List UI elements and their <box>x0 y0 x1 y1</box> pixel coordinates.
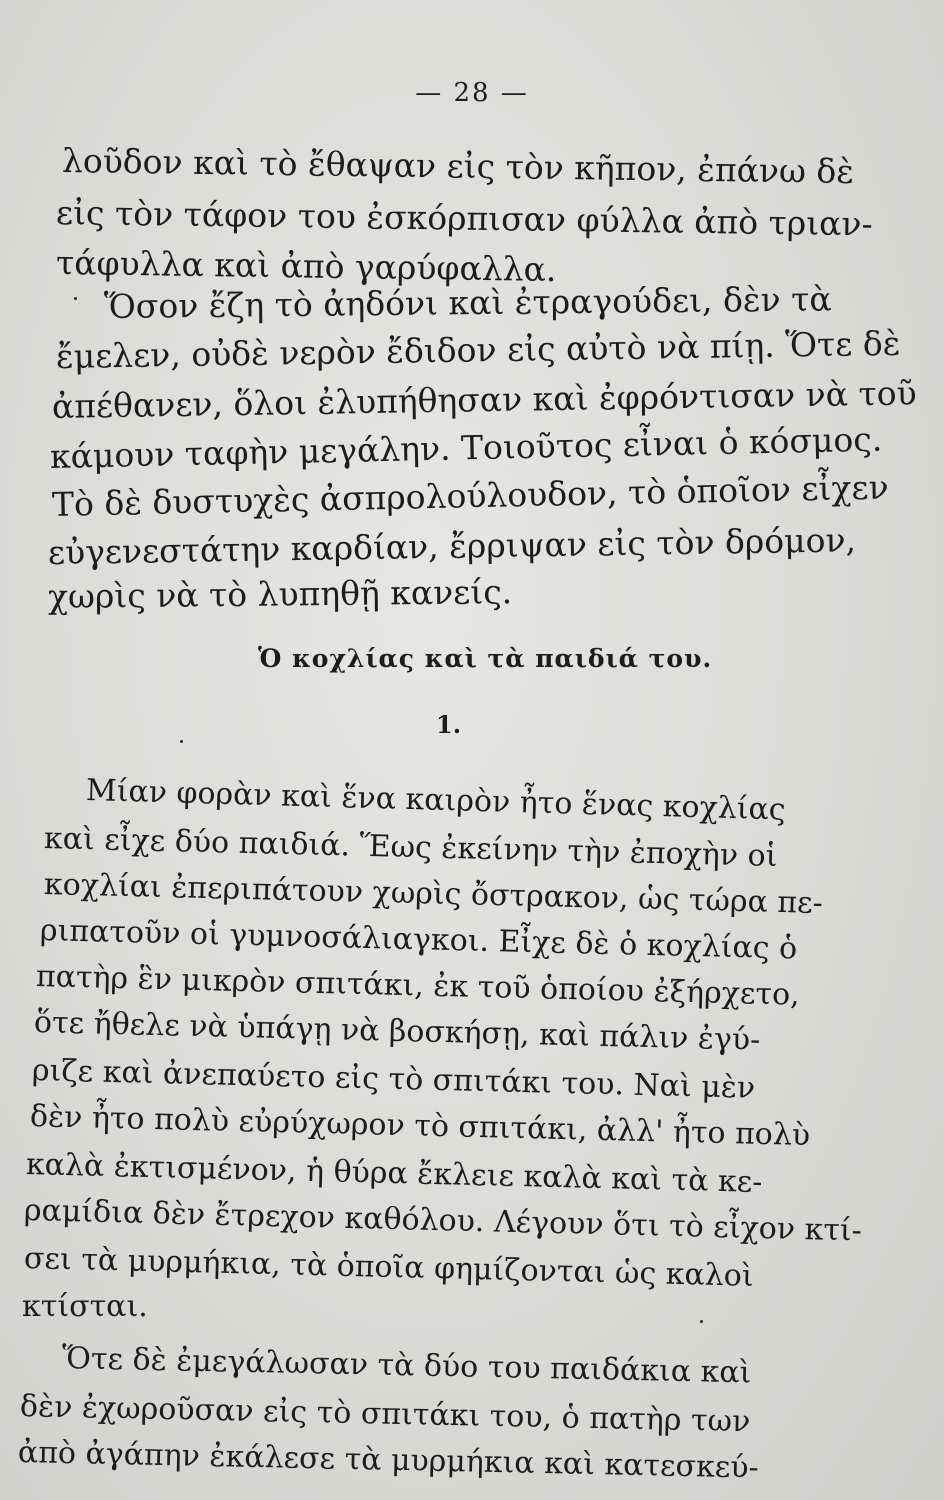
text-line: ἀπέθανεν, ὅλοι ἐλυπήθησαν καὶ ἐφρόντισαν νὰ τοῦ <box>51 373 917 426</box>
text-line: χωρὶς νὰ τὸ λυπηθῇ κανείς. <box>47 572 513 616</box>
text-line: ὅτε ἤθελε νὰ ὑπάγῃ νὰ βοσκήσῃ, καὶ πάλιν ἐγύ- <box>33 1005 761 1058</box>
section-number: 1. <box>436 710 462 739</box>
print-speck <box>700 1320 703 1323</box>
text-line: ἀπὸ ἀγάπην ἐκάλεσε τὰ μυρμήκια καὶ κατεσκεύ- <box>17 1435 760 1486</box>
text-line: ραμίδια δὲν ἔτρεχον καθόλου. Λέγουν ὅτι τὸ εἶχον κτί- <box>23 1193 863 1249</box>
text-line: εἰς τὸν τάφον του ἐσκόρπισαν φύλλα ἀπὸ τριαν- <box>55 193 873 244</box>
text-line: Μίαν φορὰν καὶ ἕνα καιρὸν ἦτο ἕνας κοχλίας <box>85 773 787 828</box>
page-number: — 28 — <box>415 78 529 108</box>
text-line: ἔμελεν, οὐδὲ νερὸν ἔδιδον εἰς αὐτὸ νὰ πίῃ. Ὅτε δὲ <box>55 323 901 376</box>
text-line: καὶ εἶχε δύο παιδιά. Ἕως ἐκείνην τὴν ἐποχὴν οἱ <box>43 821 778 874</box>
text-line: κάμουν ταφὴν μεγάλην. Τοιοῦτος εἶναι ὁ κόσμος. <box>49 419 883 476</box>
text-line: τάφυλλα καὶ ἀπὸ γαρύφαλλα. <box>55 243 557 289</box>
text-line: Ὅσον ἔζη τὸ ἀηδόνι καὶ ἐτραγούδει, δὲν τὰ <box>103 279 832 326</box>
text-line: δὲν ἐχωροῦσαν εἰς τὸ σπιτάκι του, ὁ πατὴρ των <box>19 1389 751 1440</box>
print-speck <box>74 297 77 300</box>
story-title: Ὁ κοχλίας καὶ τὰ παιδιά του. <box>258 644 713 673</box>
text-line: σει τὰ μυρμήκια, τὰ ὁποῖα φημίζονται ὡς καλοὶ <box>23 1241 755 1294</box>
text-line: καλὰ ἐκτισμένον, ἡ θύρα ἔκλειε καλὰ καὶ τὰ κε- <box>25 1147 763 1200</box>
text-line: λοῦδον καὶ τὸ ἔθαψαν εἰς τὸν κῆπον, ἐπάνω δὲ <box>61 141 855 192</box>
text-line: Τὸ δὲ δυστυχὲς ἀσπρολούλουδον, τὸ ὁποῖον εἶχεν <box>51 467 889 524</box>
text-line: κοχλίαι ἐπεριπάτουν χωρὶς ὄστρακον, ὡς τώρα πε- <box>43 867 824 922</box>
text-line: εὐγενεστάτην καρδίαν, ἔρριψαν εἰς τὸν δρόμον, <box>47 520 857 572</box>
text-line: ριπατοῦν οἱ γυμνοσάλιαγκοι. Εἶχε δὲ ὁ κοχλίας ὁ <box>39 913 798 967</box>
text-line: πατὴρ ἓν μικρὸν σπιτάκι, ἐκ τοῦ ὁποίου ἐξήρχετο, <box>35 959 801 1013</box>
text-line: Ὅτε δὲ ἐμεγάλωσαν τὰ δύο του παιδάκια καὶ <box>61 1341 752 1391</box>
text-line: δὲν ἦτο πολὺ εὐρύχωρον τὸ σπιτάκι, ἀλλ' ἦτο πολὺ <box>29 1099 811 1154</box>
text-line: κτίσται. <box>22 1289 148 1324</box>
print-speck <box>180 740 183 743</box>
text-line: ριζε καὶ ἀνεπαύετο εἰς τὸ σπιτάκι του. Ναὶ μὲν <box>31 1053 756 1106</box>
